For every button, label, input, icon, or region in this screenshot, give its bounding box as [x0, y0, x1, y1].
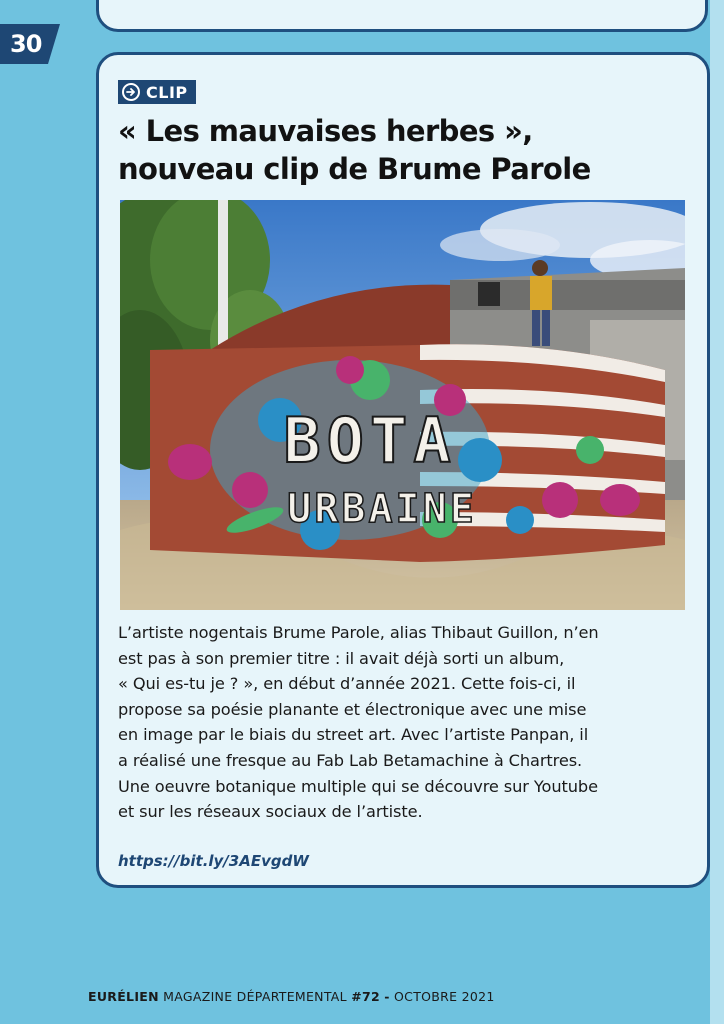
- body-line: en image par le biais du street art. Avec l’artiste Panpan, il: [118, 725, 589, 745]
- body-line: propose sa poésie planante et électronique avec une mise: [118, 699, 587, 719]
- category-tag: [118, 80, 196, 104]
- footer-date: OCTOBRE 2021: [394, 989, 495, 1004]
- footer-magazine: MAGAZINE DÉPARTEMENTAL: [163, 989, 347, 1004]
- headline-line-2: nouveau clip de Brume Parole: [118, 152, 591, 186]
- footer-separator: -: [384, 989, 390, 1004]
- body-line: « Qui es-tu je ? », en début d’année 2021. Cette fois-ci, il: [118, 674, 576, 694]
- article-body: [118, 620, 698, 825]
- page-edge: [710, 0, 724, 1024]
- body-line: est pas à son premier titre : il avait déjà sorti un album,: [118, 648, 565, 668]
- headline-line-1: « Les mauvaises herbes »,: [118, 114, 533, 148]
- footer-issue: #72: [351, 989, 380, 1004]
- previous-article-card: [96, 0, 708, 32]
- footer-brand: EURÉLIEN: [88, 989, 159, 1004]
- body-line: a réalisé une fresque au Fab Lab Betamachine à Chartres.: [118, 750, 583, 770]
- body-line: et sur les réseaux sociaux de l’artiste.: [118, 802, 423, 822]
- mural-text-line-2: URBAINE: [287, 486, 477, 532]
- article-headline: [118, 112, 698, 188]
- page-number: 30: [10, 30, 42, 58]
- mural-photo: [120, 200, 685, 610]
- article-link[interactable]: https://bit.ly/3AEvgdW: [118, 852, 309, 870]
- body-line: L’artiste nogentais Brume Parole, alias Thibaut Guillon, n’en: [118, 623, 599, 642]
- category-label: CLIP: [146, 82, 188, 102]
- body-line: Une oeuvre botanique multiple qui se découvre sur Youtube: [118, 776, 598, 796]
- page-footer: [88, 989, 495, 1004]
- mural-text-line-1: BOTA: [283, 404, 457, 477]
- arrow-right-circle-icon: [122, 83, 140, 101]
